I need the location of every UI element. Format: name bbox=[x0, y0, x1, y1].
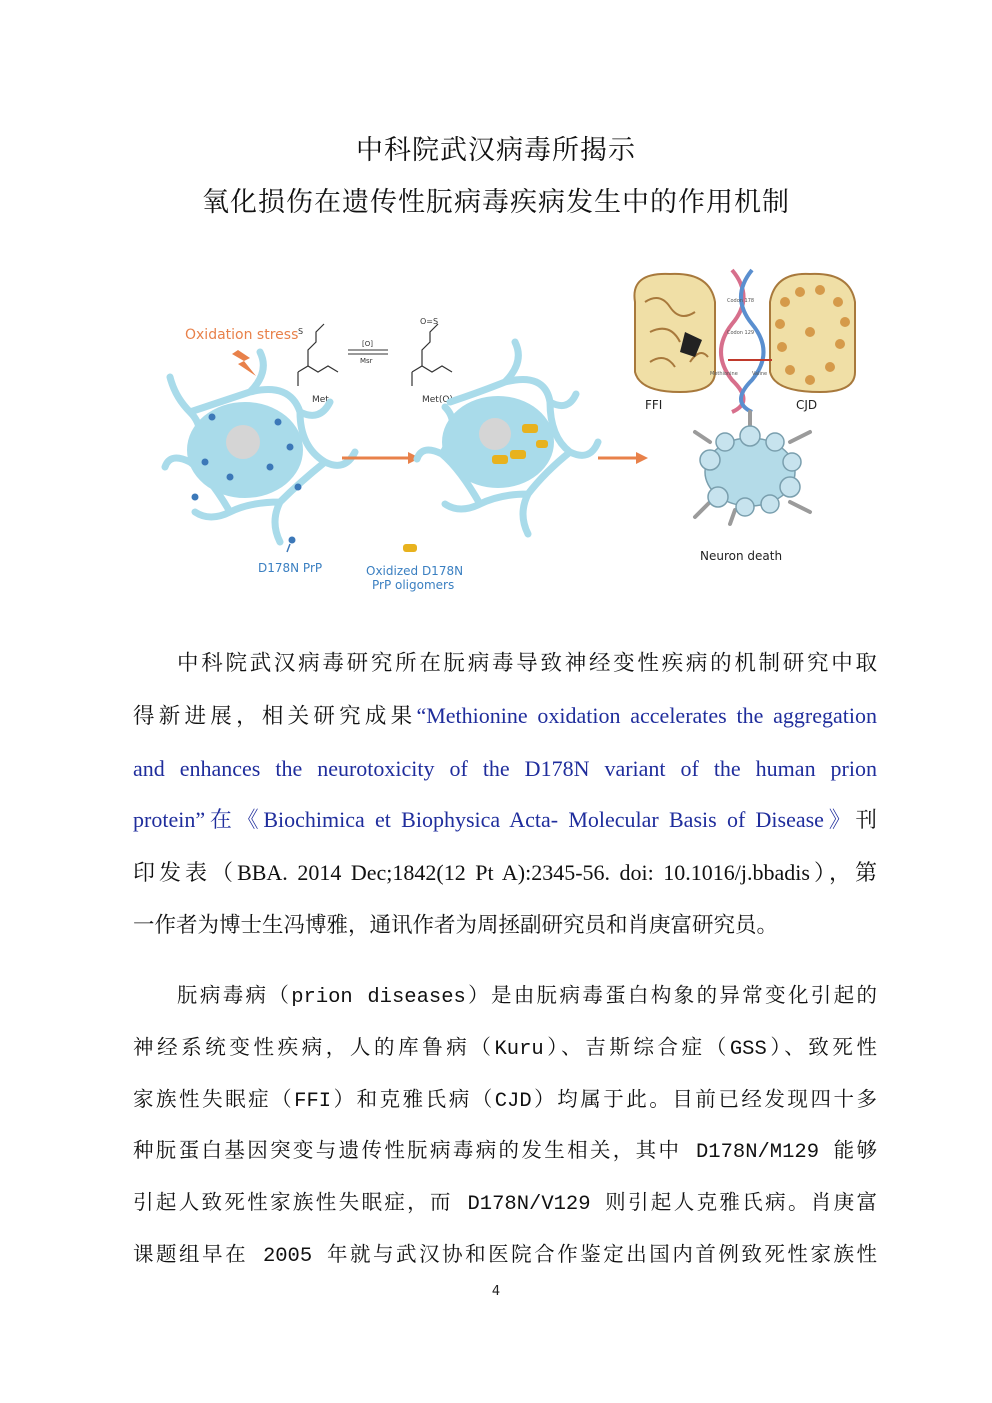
dna-helix-icon bbox=[721, 270, 772, 412]
para1-line6: 一作者为博士生冯博雅，通讯作者为周拯副研究员和肖庚富研究员。 bbox=[133, 912, 779, 938]
reaction-reverse-label: Msr bbox=[360, 357, 373, 365]
para1-line3: and enhances the neurotoxicity of the D178N variant of the human prion bbox=[133, 755, 877, 781]
neuron-death-label: Neuron death bbox=[700, 549, 783, 563]
svg-text:Valine: Valine bbox=[752, 371, 768, 377]
para1-line4: protein”在《Biochimica et Biophysica Acta- Molecular Basis of Disease》刊 bbox=[133, 807, 877, 834]
figure-canvas bbox=[150, 262, 870, 602]
page-title: 中科院武汉病毒所揭示 bbox=[356, 135, 636, 166]
para1-line1: 中科院武汉病毒研究所在朊病毒导致神经变性疾病的机制研究中取 bbox=[177, 651, 877, 676]
para1-line5: 印发表（BBA. 2014 Dec;1842(12 Pt A):2345-56. doi: 10.1016/j.bbadis），第 bbox=[133, 860, 877, 886]
svg-text:S: S bbox=[298, 327, 304, 336]
met-o-label: Met(O) bbox=[422, 395, 453, 405]
citation-title-start: “Methionine oxidation accelerates the aggregation bbox=[416, 702, 877, 728]
reaction-forward-label: [O] bbox=[362, 340, 373, 348]
page-number: 4 bbox=[491, 1284, 501, 1299]
lightning-icon bbox=[232, 350, 256, 376]
para2-line3: 家族性失眠症（FFI）和克雅氏病（CJD）均属于此。目前已经发现四十多 bbox=[133, 1089, 877, 1113]
svg-text:Codon 178: Codon 178 bbox=[727, 298, 755, 304]
prp-legend-icon bbox=[289, 537, 296, 544]
legend-prp-label: D178N PrP bbox=[258, 561, 323, 575]
para2-line2: 神经系统变性疾病，人的库鲁病（Kuru）、吉斯综合症（GSS）、致死性 bbox=[133, 1037, 877, 1061]
neuron-healthy bbox=[165, 352, 355, 542]
legend-oligomer-label-2: PrP oligomers bbox=[372, 578, 455, 592]
para1-line2: 得新进展，相关研究成果“Methionine oxidation accelerates the aggregation bbox=[133, 702, 877, 729]
svg-text:O=S: O=S bbox=[420, 317, 439, 326]
cjd-label: CJD bbox=[796, 398, 818, 412]
oxidation-stress-label: Oxidation stress bbox=[185, 327, 299, 343]
paragraph-prion-diseases bbox=[133, 972, 877, 1283]
para2-line4: 种朊蛋白基因突变与遗传性朊病毒病的发生相关，其中 D178N/M129 能够 bbox=[133, 1141, 877, 1165]
ffi-label: FFI bbox=[645, 398, 663, 412]
paragraph-research-result bbox=[133, 638, 877, 952]
met-structure bbox=[298, 324, 338, 386]
para2-line1: 朊病毒病（prion diseases）是由朊病毒蛋白构象的异常变化引起的 bbox=[177, 986, 877, 1009]
neuron-oxidized bbox=[417, 342, 598, 534]
para2-line6: 课题组早在 2005 年就与武汉协和医院合作鉴定出国内首例致死性家族性 bbox=[133, 1244, 877, 1268]
para2-line5: 引起人致死性家族性失眠症，而 D178N/V129 则引起人克雅氏病。肖庚富 bbox=[133, 1193, 877, 1217]
dead-neuron bbox=[695, 412, 810, 524]
brain-ffi bbox=[634, 274, 715, 392]
page-subtitle: 氧化损伤在遗传性朊病毒疾病发生中的作用机制 bbox=[202, 187, 790, 218]
met-label: Met bbox=[312, 395, 329, 405]
mechanism-figure bbox=[150, 262, 870, 602]
citation-journal: protein”在《Biochimica et Biophysica Acta- Molecular Basis of Disease》 bbox=[133, 807, 856, 833]
nucleus bbox=[226, 425, 260, 459]
oligomer-legend-icon bbox=[403, 544, 417, 552]
svg-text:Methionine: Methionine bbox=[710, 371, 738, 377]
brain-cjd bbox=[770, 274, 855, 392]
legend-oligomer-label-1: Oxidized D178N bbox=[366, 564, 464, 578]
met-o-structure bbox=[412, 324, 452, 386]
svg-text:Codon 129: Codon 129 bbox=[727, 330, 755, 336]
